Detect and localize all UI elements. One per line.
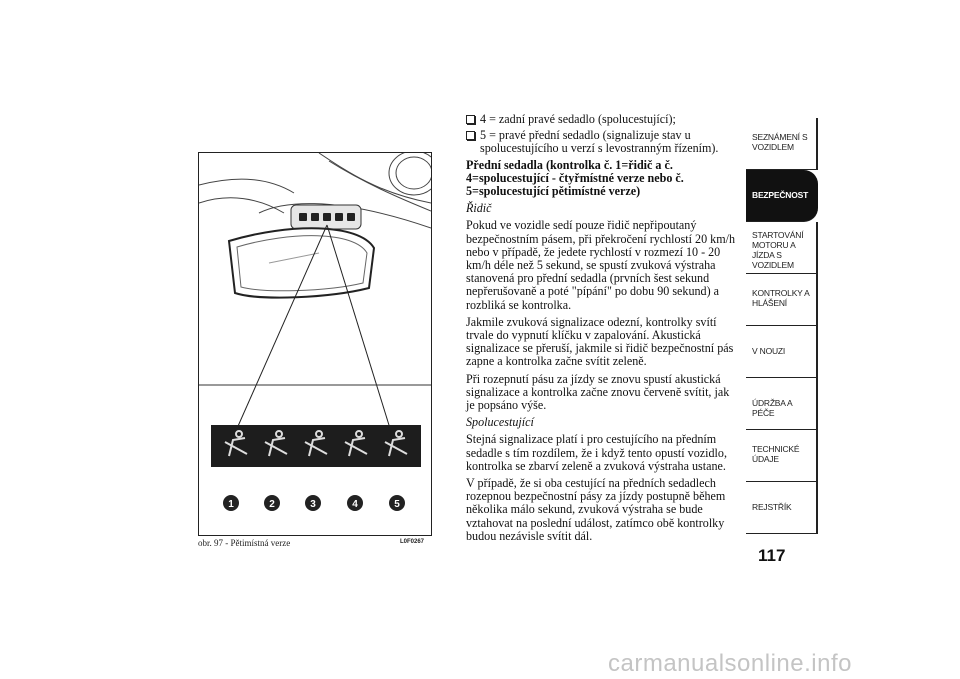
tab-udrzba[interactable]: ÚDRŽBA A PÉČE [746,378,818,430]
chapter-tabs [746,118,818,534]
tab-seznameni[interactable]: SEZNÁMENÍ S VOZIDLEM [746,118,818,170]
paragraph: Stejná signalizace platí i pro cestujícího na předním sedadle s tím rozdílem, že i když tento opustí vozidlo, kontrolka se zbarví zeleně a zvuková výstraha ustane. [466,432,727,473]
callout-4: 4 [352,499,358,510]
figure-illustration [199,153,431,535]
paragraph: V případě, že si oba cestující na předních sedadlech rozepnou bezpečnostní pásy za jízdy postupně během několika málo sekund, zvuková výstraha se bude vztahovat na poslední událost, zatímco obě kontrolky budou nezávisle svítit dál. [466,476,726,543]
callout-5: 5 [394,499,400,510]
tab-v-nouzi[interactable]: V NOUZI [746,326,818,378]
tab-startovani[interactable]: STARTOVÁNÍ MOTORU A JÍZDA S VOZIDLEM [746,222,818,274]
tab-technicke[interactable]: TECHNICKÉ ÚDAJE [746,430,818,482]
figure-seatbelt-warning [198,152,432,536]
page-number: 117 [758,546,786,565]
tab-bezpecnost[interactable]: BEZPEČNOST [746,170,818,222]
tab-kontrolky[interactable]: KONTROLKY A HLÁŠENÍ [746,274,818,326]
paragraph: Při rozepnutí pásu za jízdy se znovu spustí akustická signalizace a kontrolka začne znovu červeně svítit, jak je popsáno výše. [466,371,730,413]
text-column [466,113,738,547]
section-heading: Přední sedadla (kontrolka č. 1=řidič a č. 4=spolucestující - čtyřmístné verze nebo č. 5=spolucestující pětimístné verze) [466,157,684,199]
checkbox-bullet-icon [466,115,475,124]
bullet-item: 5 = pravé přední sedadlo (signalizuje stav u spolucestujícího u verzí s levostranným řízením). [466,129,738,155]
bullet-item: 4 = zadní pravé sedadlo (spolucestující); [466,113,738,126]
subheading-driver: Řidič [466,201,492,216]
callout-3: 3 [310,499,316,510]
callout-2: 2 [269,499,275,510]
callout-1: 1 [228,499,234,510]
subheading-passenger: Spolucestující [466,415,534,430]
tab-rejstrik[interactable]: REJSTŘÍK [746,482,818,534]
paragraph: Jakmile zvuková signalizace odezní, kontrolky svítí trvale do vypnutí klíčku v zapalování. Akustická signalizace se přeruší, jakmile si řidič bezpečnostní pás zapne a kontrolka začne svítit zeleně. [466,314,734,369]
watermark: carmanualsonline.info [608,650,852,677]
figure-caption: obr. 97 - Pětimístná verze [198,538,291,548]
paragraph: Pokud ve vozidle sedí pouze řidič nepřipoutaný bezpečnostním pásem, při překročení rychlostí 20 km/h nebo v případě, že jedete rychlostí v rozmezí 10 - 20 km/h déle než 5 sekund, se spustí zvuková výstraha stanovená pro přední sedadla (prvních šest sekund nepřerušovaně a poté "pípání" po dobu 90 sekund) a rozbliká se kontrolka. [466,218,736,312]
checkbox-bullet-icon [466,131,475,140]
figure-code: L0F0267 [400,539,425,545]
